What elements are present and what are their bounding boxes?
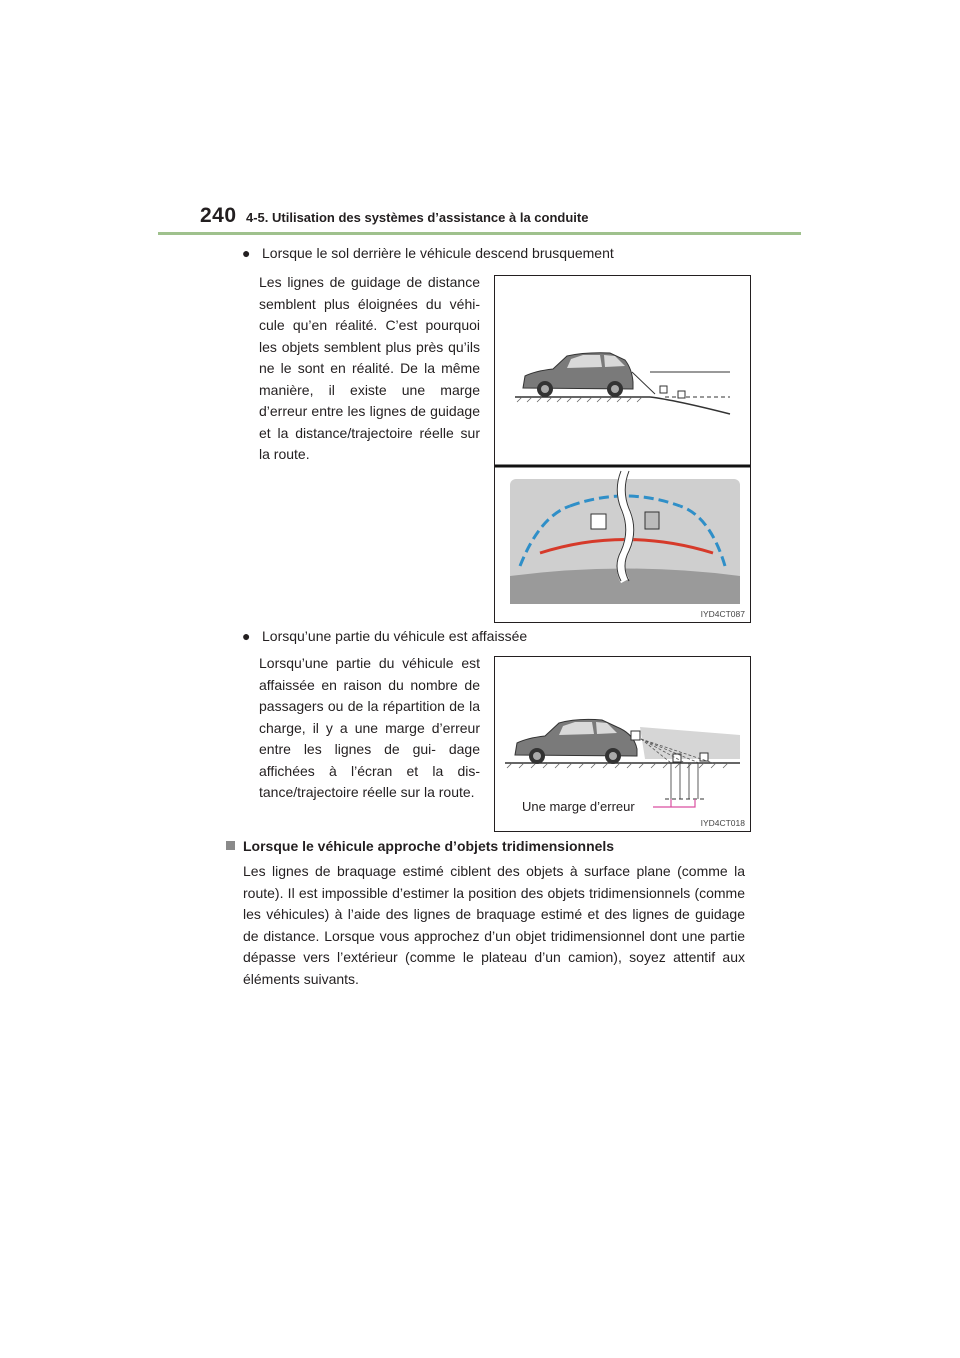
- subsection-title: Lorsque le véhicule approche d’objets tridimensionnels: [243, 838, 615, 854]
- car-icon: [523, 353, 633, 397]
- bullet-title: Lorsque le sol derrière le véhicule descend brusquement: [262, 245, 614, 261]
- bullet-item-sag: [242, 627, 527, 645]
- figure-code: IYD4CT018: [700, 818, 745, 828]
- camera-view: [510, 471, 740, 604]
- car-icon: [515, 719, 637, 764]
- projection-area: [640, 727, 740, 759]
- margin-bracket: [653, 799, 695, 807]
- slope-illustration: [495, 276, 750, 622]
- bullet-item-slope: [242, 244, 614, 262]
- bullet-icon: ●: [242, 628, 251, 644]
- figure-slope-diagram: [494, 275, 751, 623]
- object-near: [660, 386, 667, 393]
- margin-of-error-label: Une marge d’erreur: [522, 799, 635, 814]
- header-rule: [158, 232, 801, 235]
- square-bullet-icon: [226, 841, 235, 850]
- page-number: 240: [200, 204, 237, 227]
- bullet-icon: ●: [242, 245, 251, 261]
- bullet-paragraph: Lorsqu’une partie du véhicule est affaissée en raison du nombre de passagers ou de la répartition de la charge, il y a une marge d’erreur entre les lignes de gui- dage affichées à l’écran et la dis- tance/trajectoire réelle sur la route.: [259, 655, 480, 800]
- bullet-title: Lorsqu’une partie du véhicule est affaissée: [262, 628, 528, 644]
- object-far: [678, 391, 685, 398]
- subsection-paragraph: Les lignes de braquage estimé ciblent des objets à surface plane (comme la route). Il est impossible d’estimer la position des objets tridimensionnels (comme les véhicules) à l’aide des lignes de braquage estimé et des lignes de guidage de distance. Lorsque vous approchez d’un objet tridimensionnel dont une partie dépasse vers l’extérieur (comme le plateau d’un camion), soyez attentif aux éléments suivants.: [243, 863, 745, 987]
- subsection-heading: [226, 838, 614, 854]
- figure-sag-diagram: [494, 656, 751, 832]
- bullet-paragraph: Les lignes de guidage de distance semblent plus éloignées du véhi- cule qu’en réalité. C’est pourquoi les objets semblent plus près qu’ils ne le sont en réalité. De la même manière, il existe une marge d’erreur entre les lignes de guidage et la distance/trajectoire réelle sur la route.: [259, 274, 480, 462]
- section-title: 4-5. Utilisation des systèmes d’assistance à la conduite: [246, 210, 589, 225]
- figure-code: IYD4CT087: [700, 609, 745, 619]
